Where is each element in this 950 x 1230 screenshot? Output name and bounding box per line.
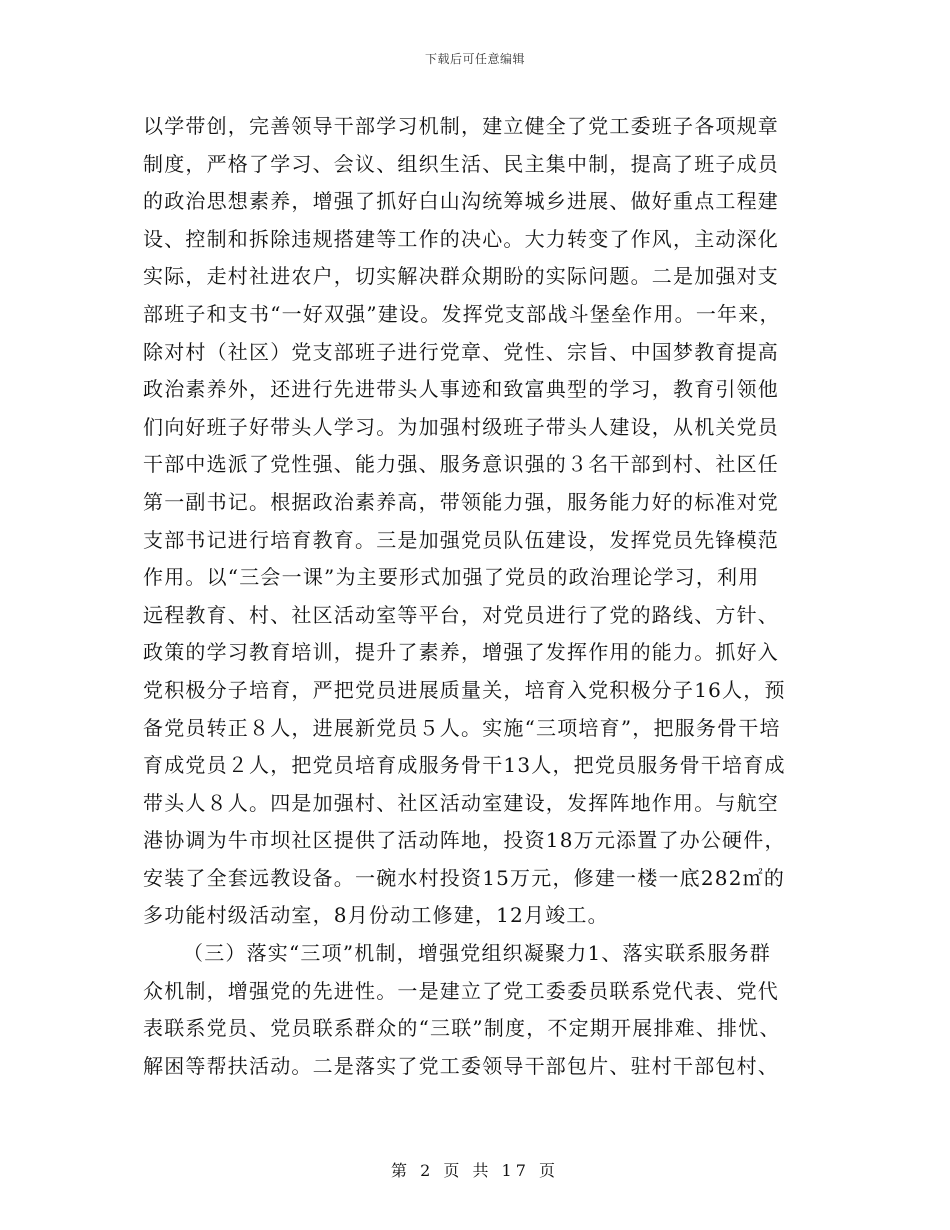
- text-line: 以学带创，完善领导干部学习机制，建立健全了党工委班子各项规章: [143, 114, 779, 138]
- text-line: 解困等帮扶活动。二是落实了党工委领导干部包片、驻村干部包村、: [143, 1053, 779, 1078]
- text-line: 支部书记进行培育教育。三是加强党员队伍建设，发挥党员先锋模范: [143, 527, 779, 552]
- text-line: 带头人８人。四是加强村、社区活动室建设，发挥阵地作用。与航空: [143, 790, 779, 815]
- text-line: 表联系党员、党员联系群众的“三联”制度，不定期开展排难、排忧、: [143, 1016, 781, 1041]
- text-line: 党积极分子培育，严把党员进展质量关，培育入党积极分子16人，预: [143, 677, 786, 702]
- section-heading-line: （三）落实“三项”机制，增强党组织凝聚力1、落实联系服务群: [183, 941, 771, 966]
- text-line: 实际，走村社进农户，切实解决群众期盼的实际问题。二是加强对支: [143, 264, 779, 289]
- text-line: 政策的学习教育培训，提升了素养，增强了发挥作用的能力。抓好入: [143, 640, 779, 665]
- text-line: 港协调为牛市坝社区提供了活动阵地，投资18万元添置了办公硬件，: [143, 828, 786, 853]
- text-line: 远程教育、村、社区活动室等平台，对党员进行了党的路线、方针、: [143, 602, 779, 627]
- text-line: 政治素养外，还进行先进带头人事迹和致富典型的学习，教育引领他: [143, 377, 779, 402]
- text-line: 部班子和支书“一好双强”建设。发挥党支部战斗堡垒作用。一年来，: [143, 301, 781, 326]
- text-line: 干部中选派了党性强、能力强、服务意识强的３名干部到村、社区任: [143, 452, 779, 477]
- text-line: 作用。以“三会一课”为主要形式加强了党员的政治理论学习，利用: [143, 565, 760, 590]
- text-line: 多功能村级活动室，8月份动工修建，12月竣工。: [143, 903, 609, 928]
- text-line: 的政治思想素养，增强了抓好白山沟统筹城乡进展、做好重点工程建: [143, 189, 779, 214]
- text-line: 们向好班子好带头人学习。为加强村级班子带头人建设，从机关党员: [143, 414, 779, 439]
- text-line: 备党员转正８人，进展新党员５人。实施“三项培育”，把服务骨干培: [143, 715, 781, 740]
- page-number-footer: 第 2 页 共 17 页: [391, 1161, 559, 1180]
- text-line: 育成党员２人，把党员培育成服务骨干13人，把党员服务骨干培育成: [143, 753, 786, 778]
- page-header-note: 下载后可任意编辑: [424, 52, 525, 66]
- text-line: 第一副书记。根据政治素养高，带领能力强，服务能力好的标准对党: [143, 489, 779, 514]
- text-line: 设、控制和拆除违规搭建等工作的决心。大力转变了作风，主动深化: [143, 226, 779, 251]
- document-body: [143, 108, 807, 1085]
- text-line: 众机制，增强党的先进性。一是建立了党工委委员联系党代表、党代: [143, 978, 779, 1003]
- text-line: 制度，严格了学习、会议、组织生活、民主集中制，提高了班子成员: [143, 151, 779, 176]
- text-line: 安装了全套远教设备。一碗水村投资15万元，修建一楼一底282㎡的: [143, 865, 786, 890]
- text-line: 除对村（社区）党支部班子进行党章、党性、宗旨、中国梦教育提高: [143, 339, 779, 364]
